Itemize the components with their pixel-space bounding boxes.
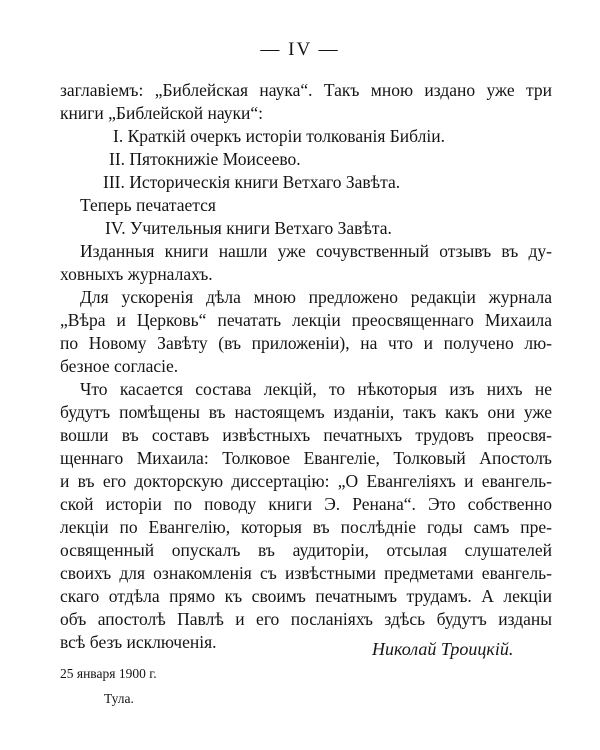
text-line: по Новому Завѣту (въ приложеніи), на что и получено лю-: [60, 333, 552, 353]
list-item: III. Историческія книги Ветхаго Завѣта.: [103, 172, 401, 192]
text-line: скаго отдѣла прямо къ своимъ печатнымъ трудамъ. А лекціи: [60, 586, 552, 606]
page-number-header: — IV —: [260, 39, 340, 60]
text-line: вошли въ составъ извѣстныхъ печатныхъ трудовъ преосвя-: [60, 425, 552, 445]
text-line: щеннаго Михаила: Толковое Евангеліе, Толковый Апостолъ: [60, 448, 552, 468]
text-line: заглавіемъ: „Библейская наука“. Такъ мною издано уже три: [60, 80, 552, 100]
list-item: I. Краткій очеркъ исторіи толкованія Библіи.: [113, 126, 445, 146]
text-line: будутъ помѣщены въ настоящемъ изданіи, такъ какъ они уже: [60, 402, 552, 422]
text-line: книги „Библейской науки“:: [60, 103, 264, 123]
text-line: безное согласіе.: [60, 356, 179, 376]
text-line: ской исторіи по поводу книги Э. Ренана“. Это собственно: [60, 494, 552, 514]
text-line: всѣ безъ исключенія.: [60, 632, 217, 652]
text-line: Изданныя книги нашли уже сочувственный отзывъ въ ду-: [80, 241, 552, 261]
text-line: ховныхъ журналахъ.: [60, 264, 213, 284]
date-line: 25 января 1900 г.: [60, 666, 157, 681]
text-line: Для ускоренія дѣла мною предложено редакціи журнала: [80, 287, 552, 307]
text-line: Что касается состава лекцій, то нѣкоторыя изъ нихъ не: [80, 379, 552, 399]
text-line: объ апостолѣ Павлѣ и его посланіяхъ здѣсь будутъ изданы: [60, 609, 552, 629]
place-line: Тула.: [104, 691, 134, 706]
text-line: „Вѣра и Церковь“ печатать лекціи преосвященнаго Михаила: [60, 310, 552, 330]
text-line: и въ его докторскую диссертацію: „О Евангеліяхъ и евангель-: [60, 471, 552, 491]
author-signature: Николай Троицкій.: [372, 639, 514, 659]
text-line: лекціи по Евангелію, которыя въ послѣдніе годы самъ пре-: [60, 517, 552, 537]
text-line: освященный опускалъ въ аудиторіи, отсылая слушателей: [60, 540, 552, 560]
text-line: Теперь печатается: [80, 195, 216, 215]
list-item: II. Пятокнижіе Моисеево.: [109, 149, 301, 169]
text-line: своихъ для ознакомленія съ извѣстными предметами евангель-: [60, 563, 552, 583]
list-item: IV. Учительныя книги Ветхаго Завѣта.: [105, 218, 392, 238]
